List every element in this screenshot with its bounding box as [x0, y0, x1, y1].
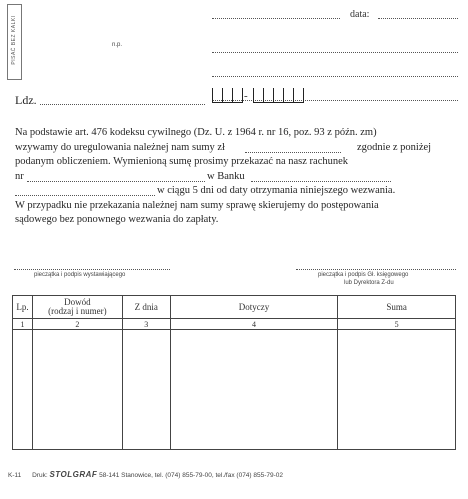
col-number: 2 — [32, 319, 122, 330]
bank-field[interactable] — [251, 181, 391, 182]
table-row — [13, 330, 456, 450]
druk-label: Druk: — [32, 472, 48, 479]
table-cell[interactable] — [32, 330, 122, 450]
ldz-boxes-group-2[interactable] — [253, 88, 304, 103]
amount-field[interactable] — [245, 152, 341, 153]
body-line-6: W przypadku nie przekazania należnej nam sumy sprawę skierujemy do postępowania — [15, 199, 379, 211]
np-label: n.p. — [112, 42, 123, 48]
col-header-dowod-line2: (rodzaj i numer) — [48, 306, 107, 316]
issuer-signature-line[interactable] — [14, 269, 170, 270]
printer-brand-logo: STOLGRAF — [49, 470, 98, 479]
accountant-signature-caption-1: pieczątka i podpis Gł. księgowego — [318, 272, 409, 278]
ldz-boxes-group-1[interactable] — [212, 88, 243, 103]
body-line-3: podanym obliczeniem. Wymienioną sumę prosimy przekazać na nasz rachunek — [15, 156, 349, 167]
no-carbon-stamp-box — [7, 4, 22, 80]
col-header-lp: Lp. — [13, 296, 33, 319]
recipient-line-2[interactable] — [212, 76, 458, 77]
ldz-dash: - — [244, 90, 248, 102]
table-cell[interactable] — [170, 330, 338, 450]
body-line-2a: wzywamy do uregulowania należnej nam sumy zł — [15, 141, 225, 153]
printer-address: 58-141 Stanowice, tel. (074) 855-79-00, tel./fax (074) 855-79-02 — [99, 472, 284, 479]
account-number-field-2[interactable] — [15, 195, 155, 196]
accountant-signature-caption-2: lub Dyrektora Z-du — [344, 280, 394, 286]
date-label: data: — [350, 9, 370, 20]
no-carbon-stamp-text: PISAĆ BEZ KALKI — [11, 15, 17, 65]
issuer-signature-caption: pieczątka i podpis wystawiającego — [34, 272, 126, 278]
body-line-2b: zgodnie z poniżej — [357, 141, 432, 153]
col-header-z-dnia: Z dnia — [122, 296, 170, 319]
col-header-dowod — [32, 296, 122, 319]
date-field[interactable] — [378, 18, 458, 19]
account-number-field[interactable] — [27, 181, 205, 182]
print-footer — [8, 470, 283, 479]
table-cell[interactable] — [338, 330, 456, 450]
col-header-dowod-line1: Dowód — [64, 297, 91, 307]
table-cell[interactable] — [13, 330, 33, 450]
table-cell[interactable] — [122, 330, 170, 450]
calculation-table — [12, 295, 456, 450]
body-line-1: Na podstawie art. 476 kodeksu cywilnego (Dz. U. z 1964 r. nr 16, poz. 93 z późn. zm) — [15, 127, 377, 138]
col-number: 5 — [338, 319, 456, 330]
col-number: 1 — [13, 319, 33, 330]
table-number-row — [13, 319, 456, 330]
body-line-5: w ciągu 5 dni od daty otrzymania niniejszego wezwania. — [157, 185, 396, 196]
recipient-line-1[interactable] — [212, 52, 458, 53]
accountant-signature-line[interactable] — [296, 269, 456, 270]
col-number: 3 — [122, 319, 170, 330]
body-line-4b: w Banku — [207, 170, 245, 182]
ldz-field[interactable] — [40, 104, 205, 105]
col-number: 4 — [170, 319, 338, 330]
recipient-line-3[interactable] — [212, 100, 458, 101]
col-header-suma: Suma — [338, 296, 456, 319]
place-field[interactable] — [212, 18, 340, 19]
body-line-4a: nr — [15, 170, 24, 182]
ldz-label: Ldz. — [15, 93, 37, 107]
body-line-7: sądowego bez ponownego wezwania do zapłaty. — [15, 214, 219, 225]
form-code: K-11 — [8, 472, 22, 479]
body-paragraph — [15, 126, 461, 228]
table-header-row — [13, 296, 456, 319]
col-header-dotyczy: Dotyczy — [170, 296, 338, 319]
